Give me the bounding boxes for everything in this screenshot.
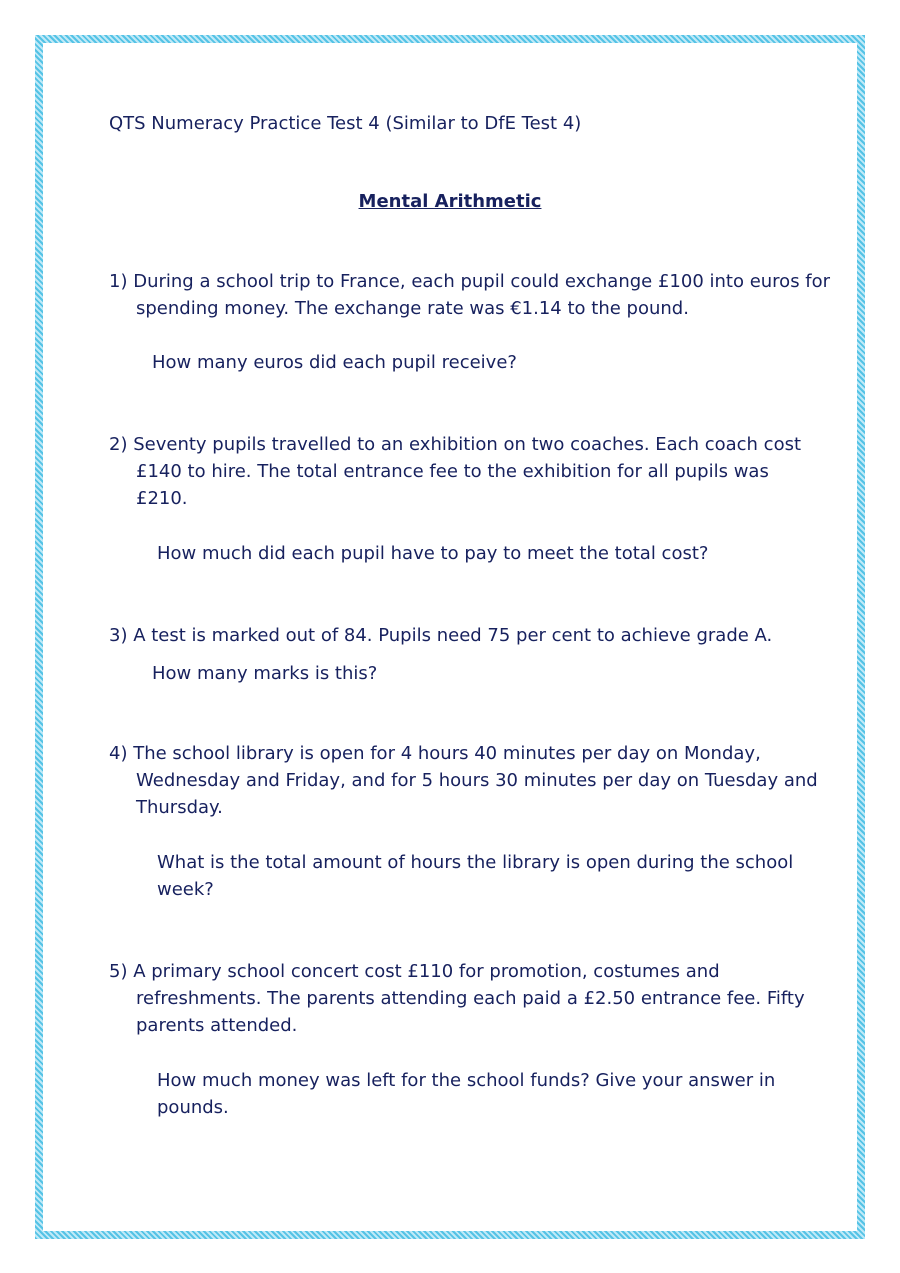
- question-4-prompt-line-1: What is the total amount of hours the library is open during the school: [157, 852, 794, 873]
- question-1-prompt: How many euros did each pupil receive?: [152, 352, 517, 373]
- document-title: QTS Numeracy Practice Test 4 (Similar to DfE Test 4): [109, 113, 582, 134]
- question-text: During a school trip to France, each pupil could exchange £100 into euros for: [133, 271, 831, 292]
- question-1-line-2: spending money. The exchange rate was €1.14 to the pound.: [136, 298, 689, 319]
- question-3-line-1: [109, 622, 772, 649]
- question-5-prompt-line-2: pounds.: [157, 1097, 229, 1118]
- question-text: A test is marked out of 84. Pupils need 75 per cent to achieve grade A.: [133, 625, 773, 646]
- question-text: A primary school concert cost £110 for promotion, costumes and: [133, 961, 720, 982]
- question-2-prompt: How much did each pupil have to pay to meet the total cost?: [157, 543, 709, 564]
- question-4-line-3: Thursday.: [136, 797, 223, 818]
- question-4-prompt-line-2: week?: [157, 879, 214, 900]
- question-2-line-2: £140 to hire. The total entrance fee to the exhibition for all pupils was: [136, 461, 769, 482]
- question-number: 3): [109, 625, 128, 646]
- question-number: 4): [109, 743, 128, 764]
- question-2-line-1: [109, 431, 801, 458]
- question-5-prompt-line-1: How much money was left for the school funds? Give your answer in: [157, 1070, 776, 1091]
- question-number: 1): [109, 271, 128, 292]
- question-5-line-3: parents attended.: [136, 1015, 298, 1036]
- question-4-line-1: [109, 740, 761, 767]
- question-5-line-2: refreshments. The parents attending each paid a £2.50 entrance fee. Fifty: [136, 988, 805, 1009]
- question-number: 2): [109, 434, 128, 455]
- question-text: Seventy pupils travelled to an exhibition on two coaches. Each coach cost: [133, 434, 802, 455]
- question-2-line-3: £210.: [136, 488, 188, 509]
- question-text: The school library is open for 4 hours 40 minutes per day on Monday,: [133, 743, 761, 764]
- question-1-line-1: [109, 268, 830, 295]
- question-4-line-2: Wednesday and Friday, and for 5 hours 30 minutes per day on Tuesday and: [136, 770, 818, 791]
- question-3-prompt: How many marks is this?: [152, 663, 378, 684]
- question-5-line-1: [109, 958, 720, 985]
- question-number: 5): [109, 961, 128, 982]
- section-heading: Mental Arithmetic: [358, 191, 542, 212]
